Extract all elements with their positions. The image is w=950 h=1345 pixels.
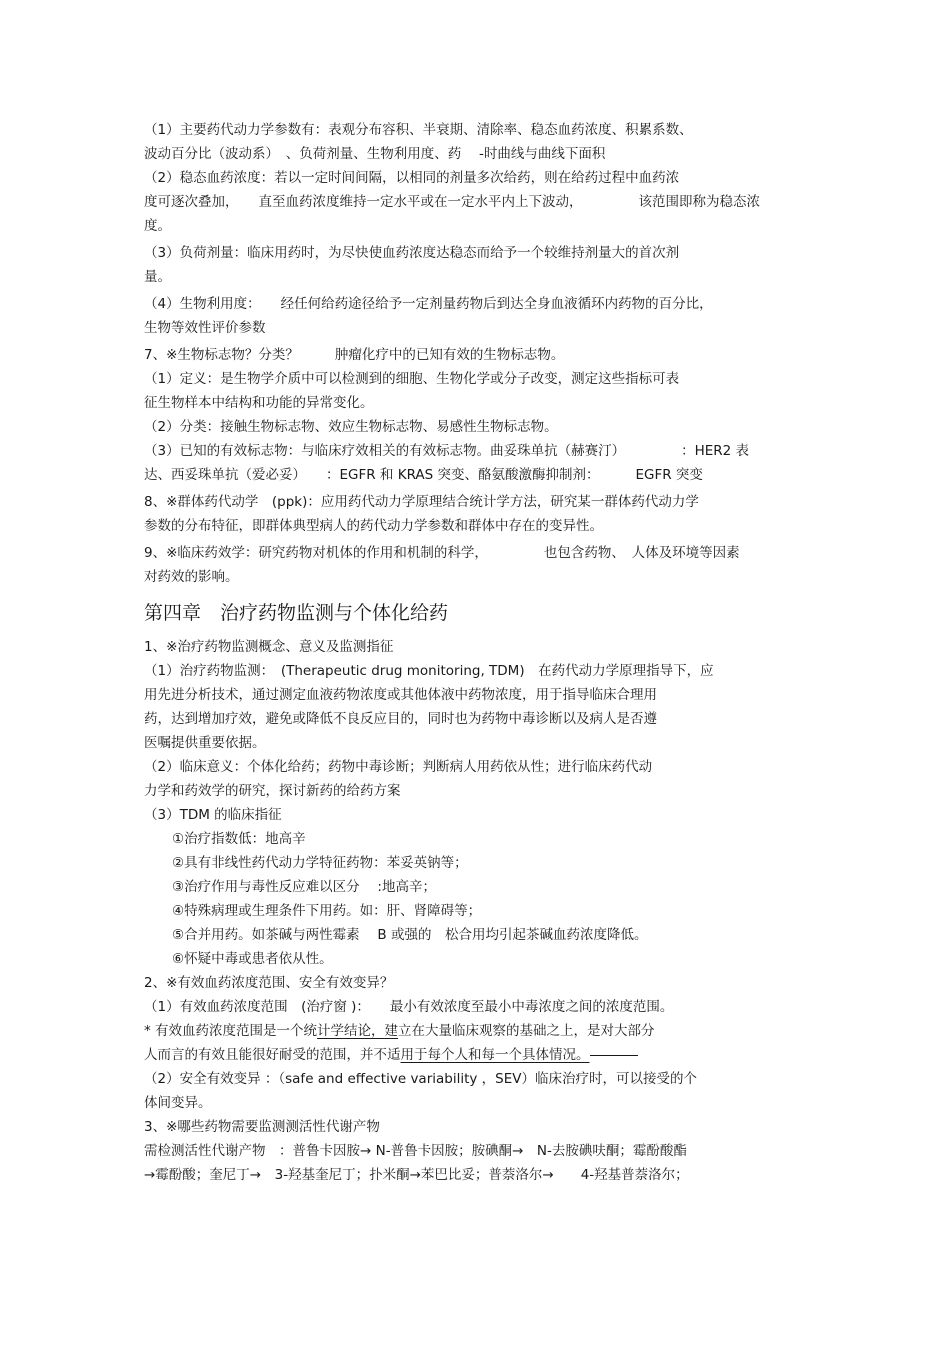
text-fragment: 该范围即称为稳态浓 (638, 194, 760, 210)
text-line: 体间变异。 (144, 1095, 212, 1111)
text-fragment: 人而言的有效且能很好耐受的范围，并不适 (144, 1047, 401, 1063)
text-fragment: 9、※临床药效学：研究药物对机体的作用和机制的科学， (144, 545, 488, 561)
question-title (144, 343, 800, 367)
text-line: 度。 (144, 218, 171, 234)
question-title: 1、※治疗药物监测概念、意义及监测指征 (144, 639, 394, 655)
text-line (144, 439, 800, 463)
list-item: ⑥怀疑中毒或患者依从性。 (172, 951, 333, 967)
text-line: （3）TDM 的临床指征 (144, 807, 282, 823)
text-fragment: 也包含药物、 人体及环境等因素 (543, 545, 740, 561)
text-fragment: ：HER2 表 (681, 443, 750, 459)
question-title (144, 541, 800, 565)
text-fragment: ：EGFR 和 KRAS 突变、酪氨酸激酶抑制剂： (326, 467, 600, 483)
text-fragment: 立在大量临床观察的基础之上，是对大部分 (398, 1023, 655, 1039)
question-title: 8、※群体药代动学 (ppk)：应用药代动力学原理结合统计学方法，研究某一群体药代动力学 (144, 494, 699, 510)
text-line (144, 995, 800, 1019)
text-line: 需检测活性代谢产物 ：普鲁卡因胺→ N-普鲁卡因胺；胺碘酮→ N-去胺碘呋酮；霉酚酸酯 (144, 1143, 687, 1159)
text-fragment: * 有效血药浓度范围是一个统 (144, 1023, 318, 1039)
chapter-heading: 第四章 治疗药物监测与个体化给药 (144, 602, 449, 624)
text-line: 参数的分布特征，即群体典型病人的药代动力学参数和群体中存在的变异性。 (144, 518, 603, 534)
list-item: ②具有非线性药代动力学特征药物：苯妥英钠等； (172, 855, 468, 871)
text-fragment: （3）已知的有效标志物：与临床疗效相关的有效标志物。曲妥珠单抗（赫赛汀） (144, 443, 626, 459)
text-fragment: EGFR 突变 (635, 467, 703, 483)
text-fragment: 直至血药浓度维持一定水平或在一定水平内上下波动， (258, 194, 583, 210)
text-fragment: 经任何给药途径给予一定剂量药物后到达全身血液循环内药物的百分比， (280, 296, 713, 312)
text-fragment: 达、西妥珠单抗（爱必妥） (144, 467, 306, 483)
text-fragment: 最小有效浓度至最小中毒浓度之间的浓度范围。 (389, 999, 674, 1015)
text-fragment: 肿瘤化疗中的已知有效的生物标志物。 (334, 347, 565, 363)
text-line: （2）安全有效变异 ：（safe and effective variability ，SEV）临床治疗时，可以接受的个 (144, 1071, 698, 1087)
note-line (144, 1043, 800, 1067)
text-line: 力学和药效学的研究，探讨新药的给药方案 (144, 783, 401, 799)
text-fragment: （1）有效血药浓度范围 (治疗窗 )： (144, 999, 370, 1015)
question-title: 2、※有效血药浓度范围、安全有效变异？ (144, 975, 394, 991)
note-line (144, 1019, 800, 1043)
list-item: ④特殊病理或生理条件下用药。如：肝、肾障碍等； (172, 903, 482, 919)
text-fragment: （4）生物利用度： (144, 296, 261, 312)
text-line (144, 190, 800, 214)
text-fragment: 度可逐次叠加， (144, 194, 239, 210)
question-title: 3、※哪些药物需要监测测活性代谢产物 (144, 1119, 380, 1135)
text-line: （2）分类：接触生物标志物、效应生物标志物、易感性生物标志物。 (144, 419, 558, 435)
text-line (144, 463, 800, 487)
text-line: 生物等效性评价参数 (144, 320, 266, 336)
text-line: 药，达到增加疗效，避免或降低不良反应目的，同时也为药物中毒诊断以及病人是否遵 (144, 711, 657, 727)
text-line: 对药效的影响。 (144, 569, 239, 585)
text-line: （2）临床意义：个体化给药；药物中毒诊断；判断病人用药依从性；进行临床药代动 (144, 759, 653, 775)
text-line (144, 292, 800, 316)
text-fragment: 7、※生物标志物？分类？ (144, 347, 299, 363)
text-line: （1）治疗药物监测： (Therapeutic drug monitoring, TDM) 在药代动力学原理指导下，应 (144, 663, 714, 679)
underline-rule (590, 1055, 638, 1056)
text-line: （2）稳态血药浓度：若以一定时间间隔，以相同的剂量多次给药，则在给药过程中血药浓 (144, 170, 680, 186)
list-item: ①治疗指数低：地高辛 (172, 831, 306, 847)
text-line: 用先进分析技术，通过测定血液药物浓度或其他体液中药物浓度，用于指导临床合理用 (144, 687, 657, 703)
text-line: 征生物样本中结构和功能的异常变化。 (144, 395, 374, 411)
text-line: （1）主要药代动力学参数有：表观分布容积、半衰期、清除率、稳态血药浓度、积累系数、 (144, 122, 693, 138)
underlined-text: 用于每个人和每一个具体情况。 (400, 1047, 590, 1063)
list-item: ③治疗作用与毒性反应难以区分 :地高辛； (172, 879, 436, 895)
text-line: （3）负荷剂量：临床用药时，为尽快使血药浓度达稳态而给予一个较维持剂量大的首次剂 (144, 245, 680, 261)
text-line: →霉酚酸；奎尼丁→ 3-羟基奎尼丁；扑米酮→苯巴比妥；普萘洛尔→ 4-羟基普萘洛尔； (144, 1167, 689, 1183)
text-line: 波动百分比（波动系） 、负荷剂量、生物利用度、药 -时曲线与曲线下面积 (144, 146, 606, 162)
text-line: 医嘱提供重要依据。 (144, 735, 266, 751)
text-line: （1）定义：是生物学介质中可以检测到的细胞、生物化学或分子改变，测定这些指标可表 (144, 371, 680, 387)
list-item: ⑤合并用药。如茶碱与两性霉素 B 或强的 松合用均引起茶碱血药浓度降低。 (172, 927, 648, 943)
underlined-text: 计学结论，建 (317, 1023, 399, 1039)
text-line: 量。 (144, 269, 171, 285)
